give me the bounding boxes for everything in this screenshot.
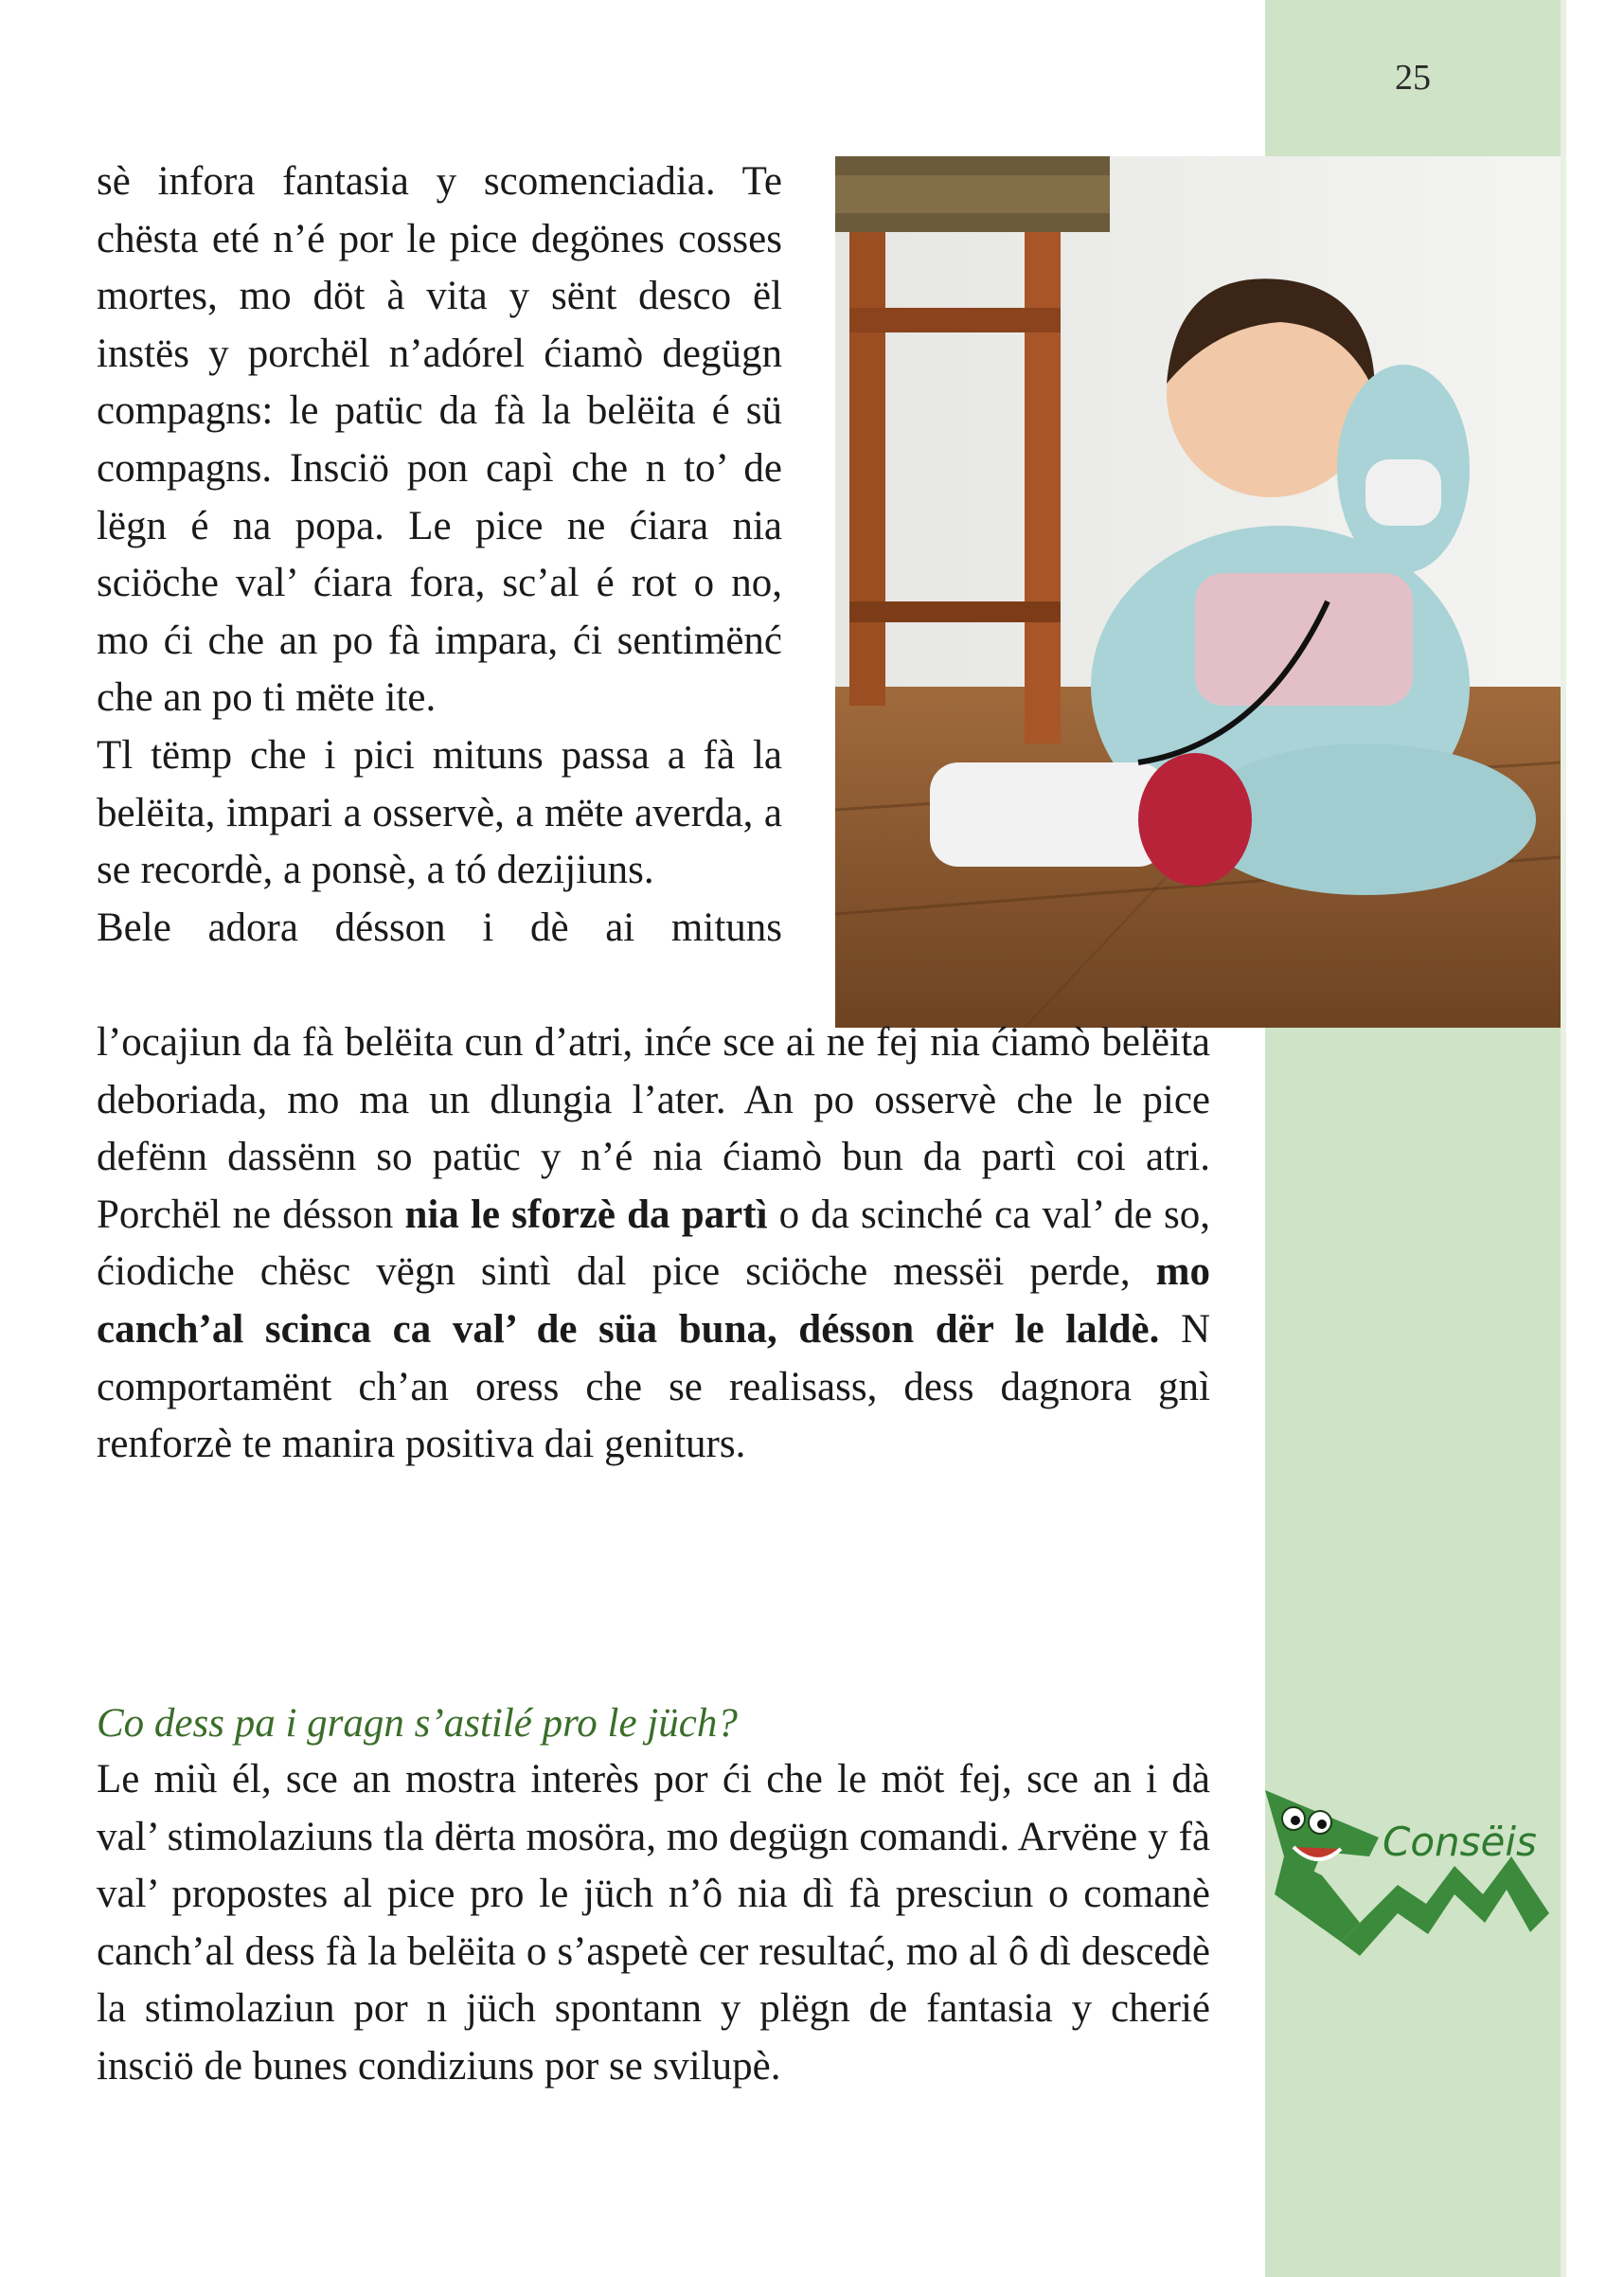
paragraph-3-part-3: N comportamënt ch’an oress che se realisass, dess dagnora gnì renforzè te manira positiva dai geniturs. <box>97 1306 1210 1467</box>
paragraph-3-bold-1: nia le sforzè da partì <box>404 1192 768 1237</box>
body-text-bottom <box>97 1751 1210 2096</box>
body-text-wide <box>97 1014 1210 1474</box>
child-with-telephone-photo <box>835 156 1561 1028</box>
green-zigzag-creature-icon <box>1265 1781 1568 2027</box>
paragraph-3-part-2: o da scinché ca val’ de so, ćiodiche chësc vëgn sintì dal pice sciöche messëi perde, <box>97 1192 1210 1295</box>
paragraph-3-bold-2: mo canch’al scinca ca val’ de süa buna, désson dër le laldè. <box>97 1249 1210 1352</box>
paragraph-3-continuation <box>97 1014 1210 1474</box>
badge-label: Consëis <box>1383 1819 1537 1865</box>
paragraph-1: sè infora fantasia y scomenciadia. Te chësta eté n’é por le pice degönes cosses mortes, mo döt à vita y sënt desco ël instës y porchël n’adórel ćiamò degügn compagns: le patüc da fà la belëita é sü compagns. Insciö pon capì che n to’ de lëgn é na popa. Le pice ne ćiara nia sciöche val’ ćiara fora, sc’al é rot o no, mo ći che an po fà impara, ći sentimënć che an po ti mëte ite. <box>97 159 782 721</box>
section-heading: Co dess pa i gragn s’astilé pro le jüch? <box>97 1701 738 1746</box>
paragraph-3-part-1: l’ocajiun da fà belëita cun d’atri, inće sce ai ne fej nia ćiamò belëita deboriada, mo ma un dlungia l’ater. An po osservè che le pice defënn dassënn so patüc y n’é nia ćiamò bun da partì coi atri. Porchël ne désson <box>97 1020 1210 1237</box>
paragraph-4: Le miù él, sce an mostra interès por ći che le möt fej, sce an i dà val’ stimolaziuns tla dërta mosöra, mo degügn comandi. Arvëne y fà val’ propostes al pice pro le jüch n’ô nia dì fà presciun o comanè canch’al dess fà la belëita o s’aspetè cer resultać, mo al ô dì descedè la stimolaziun por n jüch spontann y plëgn de fantasia y cherié insciö de bunes condiziuns por se svilupè. <box>97 1757 1210 2089</box>
body-text-narrow <box>97 153 782 957</box>
paragraph-2: Tl tëmp che i pici mituns passa a fà la belëita, impari a osservè, a mëte averda, a se recordè, a ponsè, a tó dezijiuns. <box>97 732 782 893</box>
page-number: 25 <box>1395 58 1431 98</box>
paragraph-3-start: Bele adora désson i dè ai mituns <box>97 905 782 950</box>
